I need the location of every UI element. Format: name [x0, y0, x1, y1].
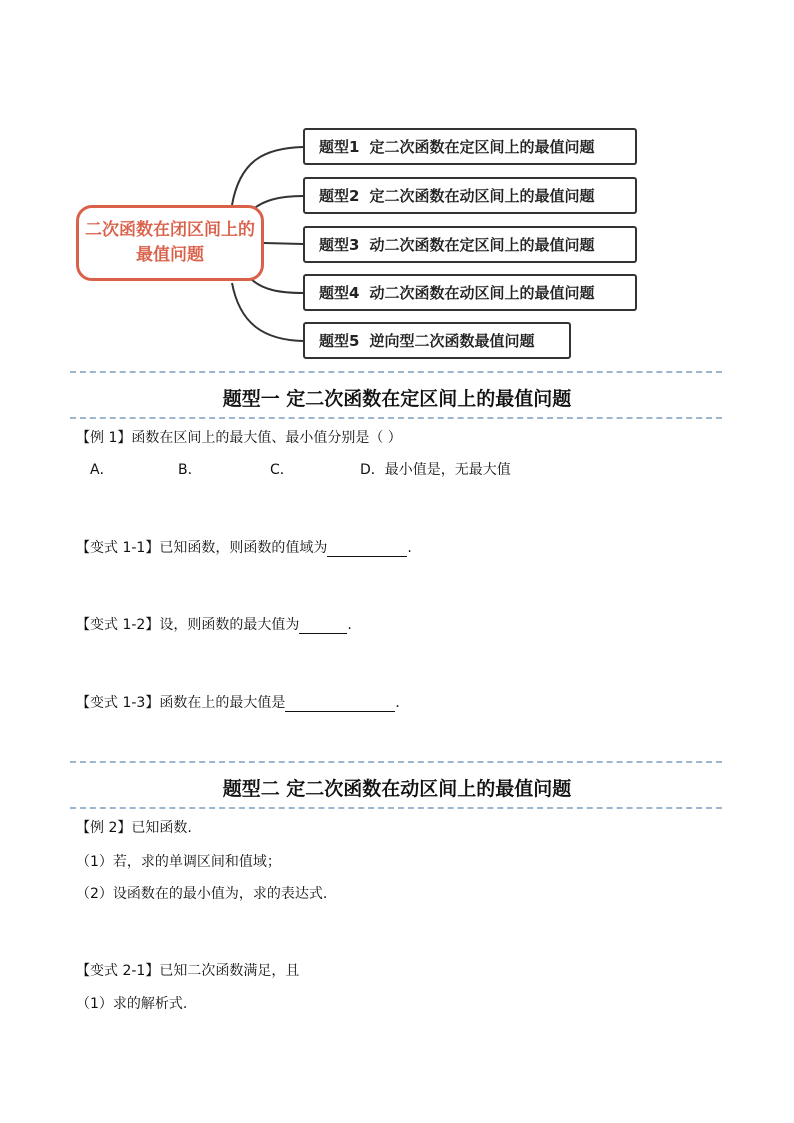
section-title-1: 题型一 定二次函数在定区间上的最值问题	[222, 388, 572, 410]
mind-map-branch-1: 题型1 定二次函数在定区间上的最值问题	[303, 128, 637, 165]
section-divider	[70, 417, 722, 419]
option-d: D．最小值是，无最大值	[360, 462, 511, 478]
question-2: （2）设函数在的最小值为，求的表达式.	[76, 886, 328, 902]
example-2	[76, 817, 192, 837]
section-divider	[70, 761, 722, 763]
variant-1-3	[76, 692, 409, 712]
variant-text: 已知函数，则函数的值域为	[159, 540, 328, 556]
mind-map-branch-3: 题型3 动二次函数在定区间上的最值问题	[303, 226, 637, 263]
option-b: B．	[178, 462, 202, 478]
example-tag: 【例 1】	[76, 430, 132, 446]
example-text: 函数在区间上的最大值、最小值分别是（ ）	[131, 430, 402, 446]
variant-1-2	[76, 614, 352, 634]
variant-tag: 【变式 1-1】	[76, 540, 160, 556]
variant-text: 设，则函数的最大值为	[159, 617, 300, 633]
mind-map	[0, 0, 794, 370]
mind-map-branch-5: 题型5 逆向型二次函数最值问题	[303, 322, 571, 359]
section-divider	[70, 371, 722, 373]
variant-2-1	[76, 960, 299, 980]
answer-blank	[327, 542, 407, 557]
variant-1-1	[76, 537, 412, 557]
section-title-2: 题型二 定二次函数在动区间上的最值问题	[222, 778, 572, 800]
variant-tag: 【变式 2-1】	[76, 963, 160, 979]
variant-tag: 【变式 1-2】	[76, 617, 160, 633]
option-a: A．	[90, 462, 114, 478]
mind-map-branch-2: 题型2 定二次函数在动区间上的最值问题	[303, 177, 637, 214]
example-1	[76, 427, 402, 447]
question-1: （1）若，求的单调区间和值域；	[76, 854, 281, 870]
answer-blank	[299, 619, 347, 634]
variant-question-1: （1）求的解析式.	[76, 996, 188, 1012]
section-divider	[70, 807, 722, 809]
option-c: C．	[270, 462, 294, 478]
punctuation: .	[407, 540, 412, 556]
variant-text: 函数在上的最大值是	[159, 695, 286, 711]
answer-blank	[285, 697, 395, 712]
variant-tag: 【变式 1-3】	[76, 695, 160, 711]
mind-map-central-topic: 二次函数在闭区间上的最值问题	[76, 205, 264, 281]
variant-text: 已知二次函数满足，且	[159, 963, 300, 979]
example-tag: 【例 2】	[76, 820, 132, 836]
punctuation: .	[347, 617, 352, 633]
mind-map-branch-4: 题型4 动二次函数在动区间上的最值问题	[303, 274, 637, 311]
example-text: 已知函数.	[131, 820, 192, 836]
punctuation: ．	[395, 695, 410, 711]
